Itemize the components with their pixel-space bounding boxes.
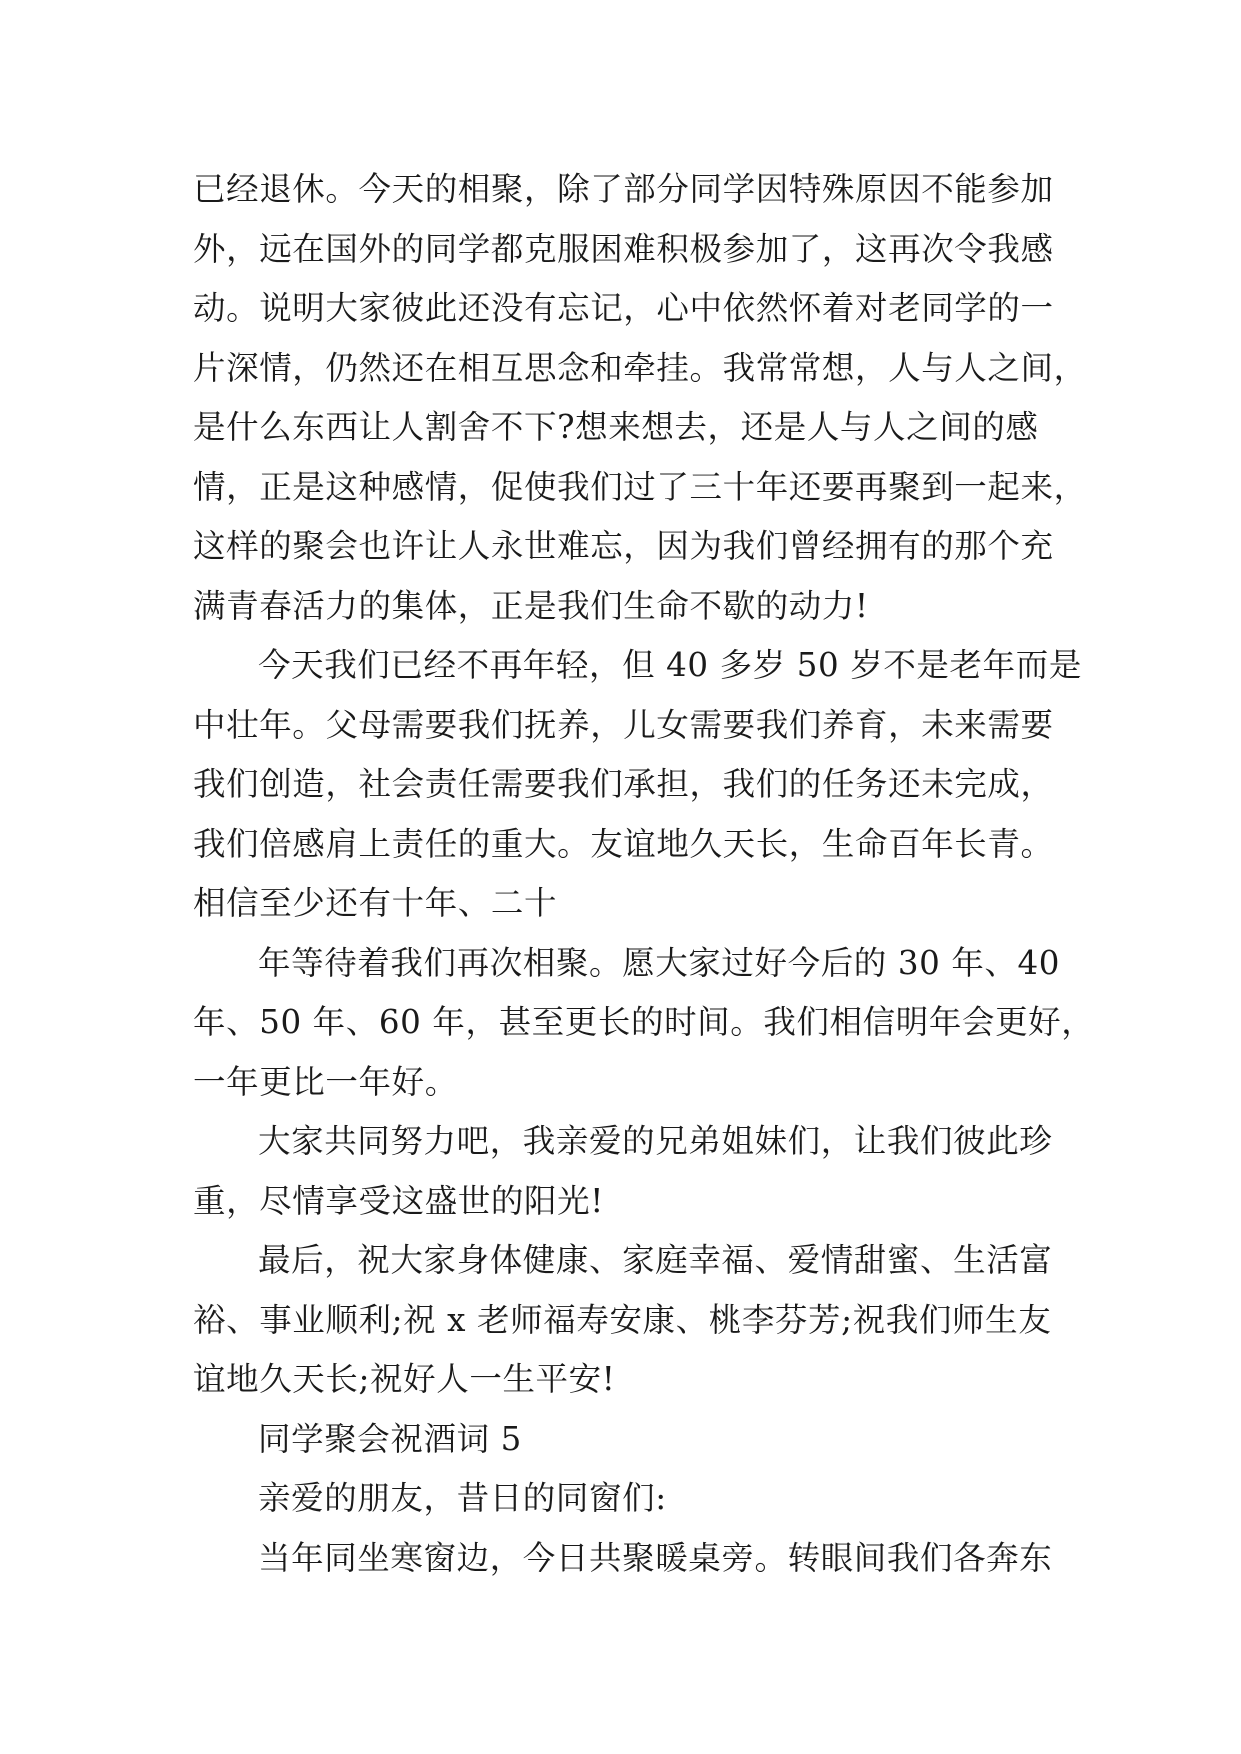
text-line: 动。说明大家彼此还没有忘记，心中依然怀着对老同学的一 (193, 289, 1054, 327)
text-line: 相信至少还有十年、二十 (193, 884, 558, 922)
text-line: 我们倍感肩上责任的重大。友谊地久天长，生命百年长青。 (193, 824, 1054, 863)
text-line: 外，远在国外的同学都克服困难积极参加了，这再次令我感 (193, 229, 1054, 268)
paragraph-first-line: 最后，祝大家身体健康、家庭幸福、爱情甜蜜、生活富 (258, 1241, 1053, 1279)
text-line: 是什么东西让人割舍不下?想来想去，还是人与人之间的感 (193, 408, 1039, 446)
section-heading: 同学聚会祝酒词 5 (258, 1419, 522, 1458)
text-line: 谊地久天长;祝好人一生平安! (193, 1360, 616, 1398)
text-line: 裕、事业顺利;祝 x 老师福寿安康、桃李芬芳;祝我们师生友 (193, 1300, 1052, 1339)
text-line: 重，尽情享受这盛世的阳光! (193, 1181, 604, 1220)
text-line: 已经退休。今天的相聚，除了部分同学因特殊原因不能参加 (193, 170, 1054, 208)
salutation: 亲爱的朋友，昔日的同窗们: (258, 1479, 667, 1517)
paragraph-first-line: 大家共同努力吧，我亲爱的兄弟姐妹们，让我们彼此珍 (258, 1122, 1053, 1160)
text-line: 中壮年。父母需要我们抚养，儿女需要我们养育，未来需要 (193, 705, 1054, 744)
text-line: 年、50 年、60 年，甚至更长的时间。我们相信明年会更好， (193, 1003, 1095, 1041)
text-line: 情，正是这种感情，促使我们过了三十年还要再聚到一起来， (193, 467, 1087, 506)
paragraph-first-line: 当年同坐寒窗边，今日共聚暖桌旁。转眼间我们各奔东 (258, 1538, 1053, 1577)
text-line: 这样的聚会也许让人永世难忘，因为我们曾经拥有的那个充 (193, 527, 1054, 565)
text-line: 满青春活力的集体，正是我们生命不歇的动力! (193, 586, 869, 625)
paragraph-first-line: 今天我们已经不再年轻，但 40 多岁 50 岁不是老年而是 (258, 646, 1082, 684)
text-line: 片深情，仍然还在相互思念和牵挂。我常常想，人与人之间， (193, 348, 1087, 387)
paragraph-first-line: 年等待着我们再次相聚。愿大家过好今后的 30 年、40 (258, 943, 1061, 982)
text-line: 一年更比一年好。 (193, 1062, 458, 1101)
document-body (193, 160, 1095, 1588)
text-line: 我们创造，社会责任需要我们承担，我们的任务还未完成， (193, 765, 1054, 803)
